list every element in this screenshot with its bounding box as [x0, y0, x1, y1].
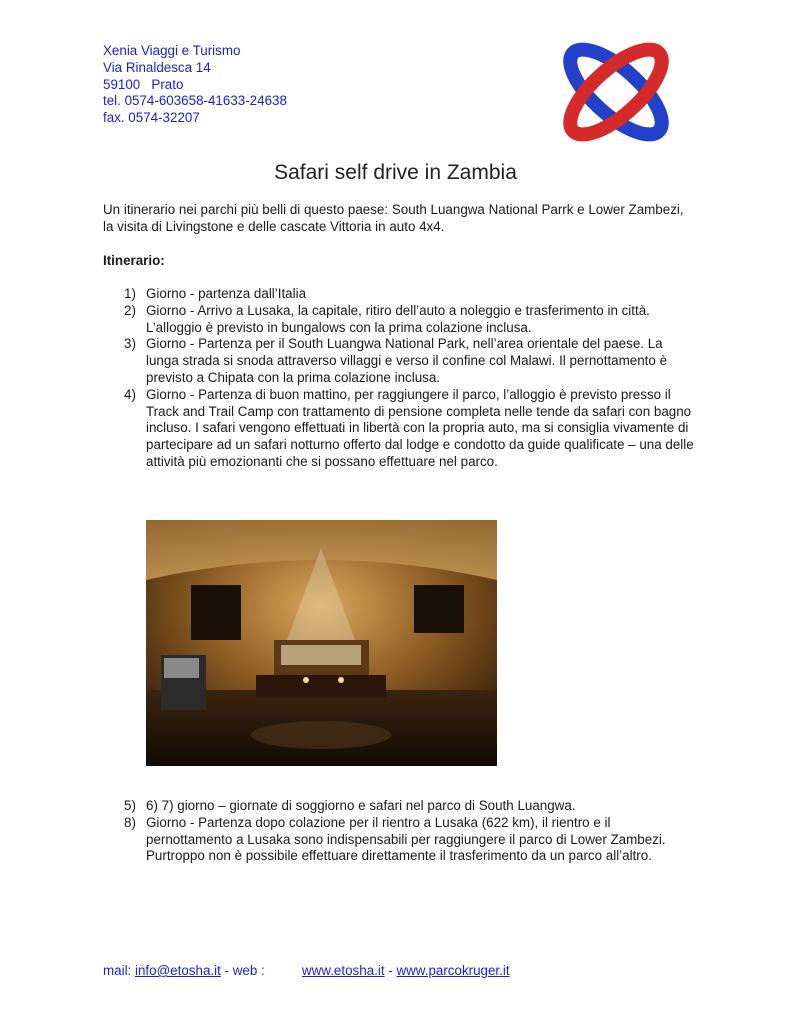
itinerary-list-part1 — [103, 286, 698, 471]
web-label: - web : — [220, 963, 302, 978]
parcokruger-link[interactable]: www.parcokruger.it — [396, 963, 510, 978]
company-address: Via Rinaldesca 14 — [103, 59, 211, 75]
safari-tent-photo — [146, 520, 497, 766]
list-item — [103, 798, 698, 815]
mail-label: mail: — [103, 963, 135, 978]
list-item-text: Giorno - Arrivo a Lusaka, la capitale, ritiro dell’auto a noleggio e trasferimento in città. L’alloggio è previsto in bungalows con la prima colazione inclusa. — [146, 302, 650, 335]
agency-header — [103, 43, 287, 127]
list-item-text: 6) 7) giorno – giornate di soggiorno e safari nel parco di South Luangwa. — [146, 798, 576, 813]
list-item — [103, 815, 698, 865]
list-item-number: 2) — [124, 302, 136, 318]
itinerary-list-part2 — [103, 798, 698, 865]
list-item-text: Giorno - Partenza di buon mattino, per raggiungere il parco, l’alloggio è previsto presso il Track and Trail Camp con trattamento di pensione completa nelle tende da safari con bagno incluso. I safari vengono effettuati in libertà con la propria auto, ma si consiglia vivamente di partecipare ad un safari notturno offerto dal lodge e condotto da guide qualificate – una delle attività più emozionanti che si possano effettuare nel parco. — [146, 386, 694, 469]
list-item — [103, 286, 698, 303]
itinerary-heading: Itinerario: — [103, 253, 165, 268]
list-item-number: 1) — [124, 286, 136, 301]
page-title: Safari self drive in Zambia — [274, 161, 517, 184]
etosha-link[interactable]: www.etosha.it — [301, 963, 385, 978]
list-item-text: Giorno - partenza dall’Italia — [146, 286, 307, 301]
company-fax: fax. 0574-32207 — [103, 110, 200, 126]
list-item — [103, 387, 698, 471]
page-footer — [103, 963, 510, 978]
list-item-number: 5) — [124, 798, 136, 813]
list-item-number: 4) — [124, 386, 136, 402]
list-item — [103, 336, 698, 386]
intro-paragraph: Un itinerario nei parchi più belli di questo paese: South Luangwa National Parrk e Lower Zambezi, la visita di Livingstone e delle cascate Vittoria in auto 4x4. — [103, 202, 684, 234]
agency-logo — [558, 38, 674, 146]
email-link[interactable]: info@etosha.it — [135, 963, 221, 978]
list-item-text: Giorno - Partenza per il South Luangwa National Park, nell’area orientale del paese. La lunga strada si snoda attraverso villaggi e verso il confine col Malawi. Il pernottamento è previsto a Chipata con la prima colazione inclusa. — [146, 336, 668, 385]
list-item — [103, 303, 698, 337]
list-item-number: 8) — [124, 814, 136, 830]
link-separator: - — [384, 963, 397, 978]
list-item-number: 3) — [124, 336, 136, 352]
company-name: Xenia Viaggi e Turismo — [103, 43, 241, 58]
company-phone: tel. 0574-603658-41633-24638 — [103, 93, 287, 109]
company-city: 59100 Prato — [103, 76, 184, 92]
list-item-text: Giorno - Partenza dopo colazione per il rientro a Lusaka (622 km), il rientro e il pernottamento a Lusaka sono indispensabili per raggiungere il parco di Lower Zambezi. Purtroppo non è possibile effettuare direttamente il trasferimento da un parco all’altro. — [146, 814, 666, 864]
